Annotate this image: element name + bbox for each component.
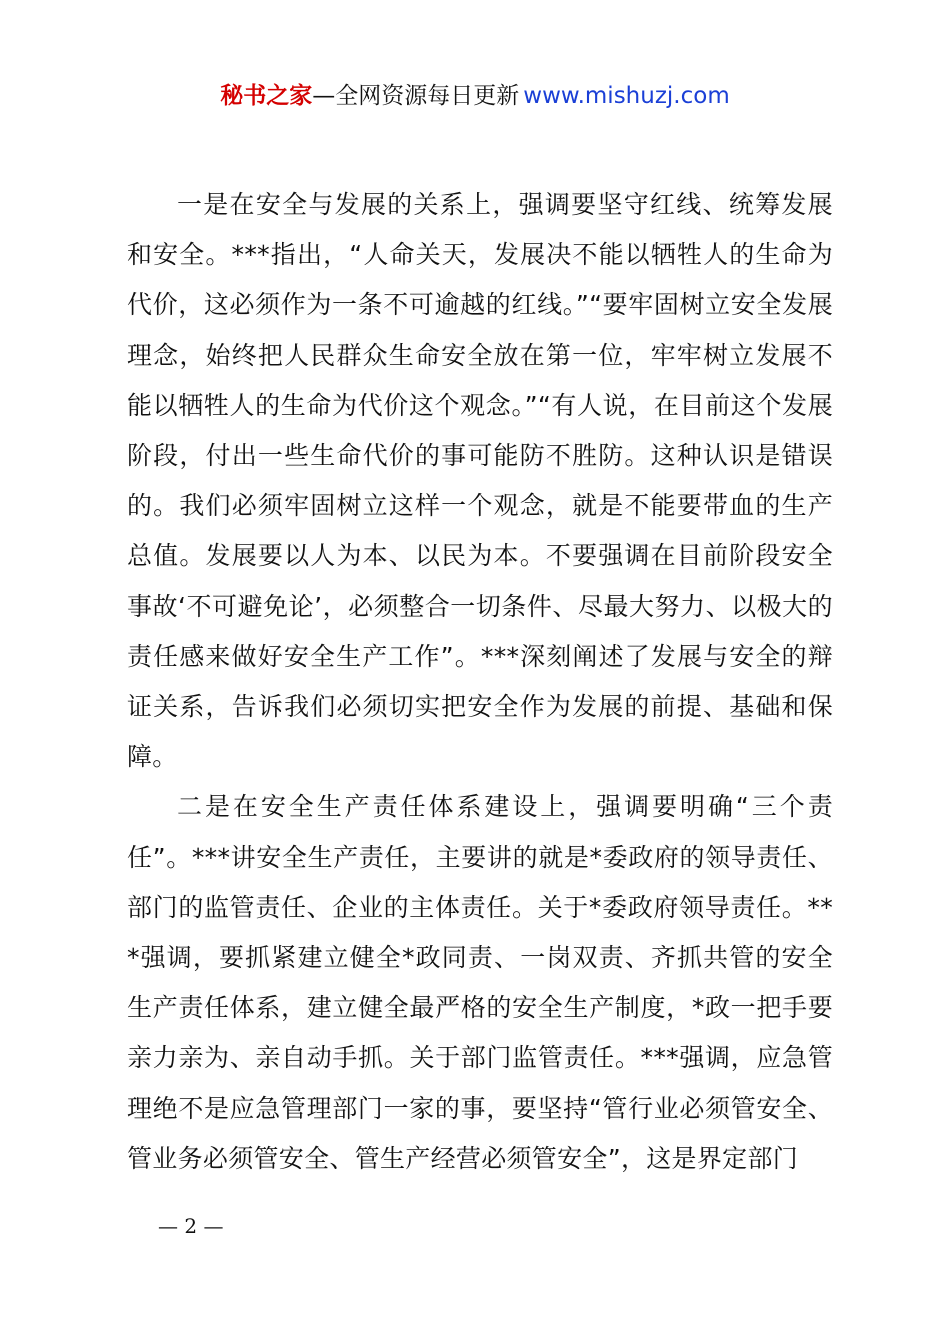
site-header	[0, 80, 950, 112]
site-name: 秘书之家	[220, 83, 313, 109]
paragraph-2: 二是在安全生产责任体系建设上，强调要明确“三个责任”。***讲安全生产责任，主要讲的就是*委政府的领导责任、部门的监管责任、企业的主体责任。关于*委政府领导责任。***强调，要抓紧建立健全*政同责、一岗双责、齐抓共管的安全生产责任体系，建立健全最严格的安全生产制度，*政一把手要亲力亲为、亲自动手抓。关于部门监管责任。***强调，应急管理绝不是应急管理部门一家的事，要坚持“管行业必须管安全、管业务必须管安全、管生产经营必须管安全”，这是界定部门	[127, 792, 833, 1173]
site-slogan: —全网资源每日更新	[312, 83, 520, 109]
paragraph-1: 一是在安全与发展的关系上，强调要坚守红线、统筹发展和安全。***指出，“人命关天，发展决不能以牺牲人的生命为代价，这必须作为一条不可逾越的红线。”“要牢固树立安全发展理念，始终把人民群众生命安全放在第一位，牢牢树立发展不能以牺牲人的生命为代价这个观念。”“有人说，在目前这个发展阶段，付出一些生命代价的事可能防不胜防。这种认识是错误的。我们必须牢固树立这样一个观念，就是不能要带血的生产总值。发展要以人为本、以民为本。不要强调在目前阶段安全事故‘不可避免论’，必须整合一切条件、尽最大努力、以极大的责任感来做好安全生产工作”。***深刻阐述了发展与安全的辩证关系，告诉我们必须切实把安全作为发展的前提、基础和保障。	[127, 190, 833, 772]
site-url-link[interactable]: www.mishuzj.com	[523, 83, 730, 109]
document-body	[127, 180, 833, 1184]
page-number: — 2 —	[158, 1214, 224, 1238]
